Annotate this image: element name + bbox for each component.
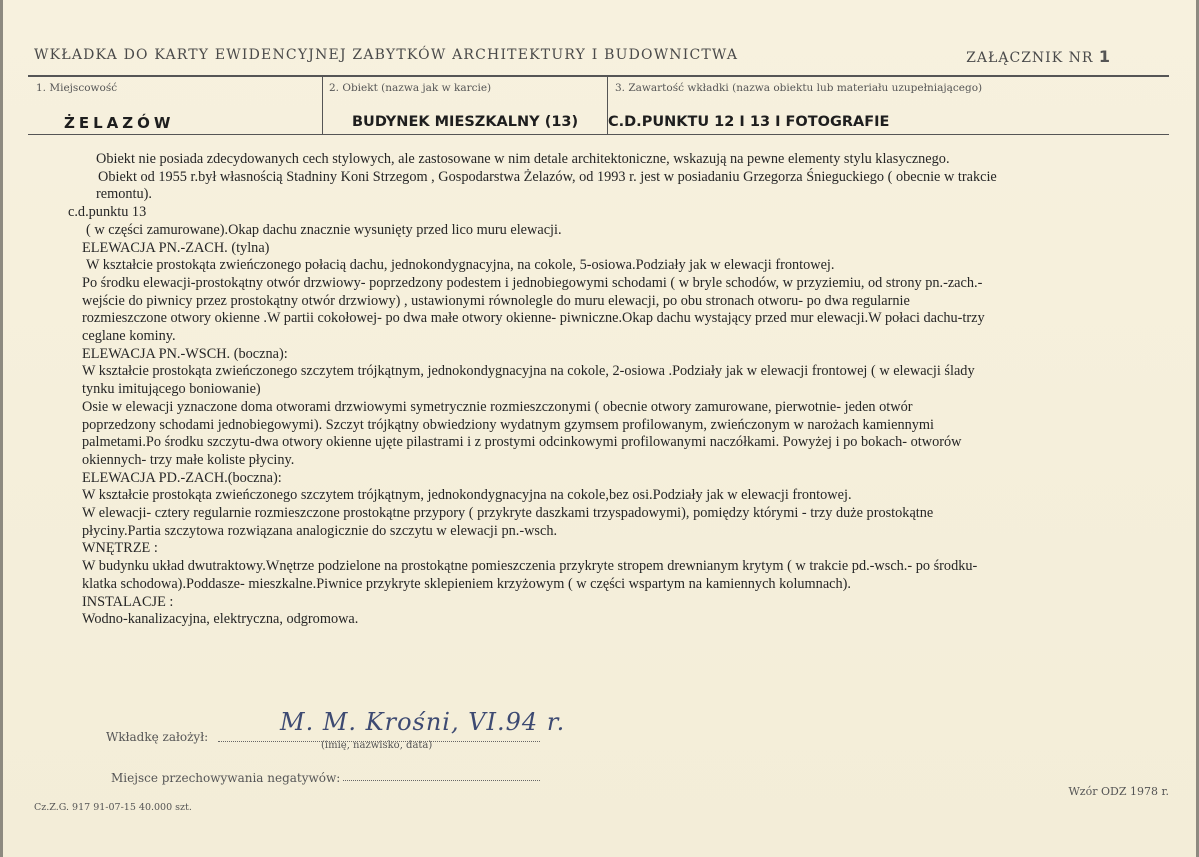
section-heading: WNĘTRZE : [82, 540, 158, 557]
description-text [68, 151, 1162, 629]
body-line: Wodno-kanalizacyjna, elektryczna, odgromowa. [82, 611, 359, 628]
body-line: Obiekt od 1955 r.był własnością Stadniny Koni Strzegom , Gospodarstwa Żelazów, od 1993 r. jest w posiadaniu Grzegorza Śnieguckiego ( obecnie w trakcie [98, 168, 997, 185]
body-line: palmetami.Po środku szczytu-dwa otwory okienne ujęte pilastrami i z prostymi odcinkowymi profilowanymi naczółkami. Powyżej i po bokach- otworów [82, 434, 962, 451]
body-line: poprzedzony schodami jednobiegowymi). Szczyt trójkątny obwiedziony wydatnym gzymsem profilowanym, zwieńczonym w narożach kamiennymi [82, 416, 935, 433]
body-line: remontu). [96, 186, 152, 203]
body-line: c.d.punktu 13 [68, 204, 147, 221]
print-code: Cz.Z.G. 917 91-07-15 40.000 szt. [34, 802, 192, 813]
body-line: Osie w elewacji yznaczone doma otworami drzwiowymi symetrycznie rozmieszczonymi ( obecnie otwory zamurowane, pierwotnie- jeden otwór [82, 398, 913, 415]
attachment-number-value: 1 [1098, 47, 1111, 66]
body-line: W kształcie prostokąta zwieńczonego połacią dachu, jednokondygnacyjna, na cokole, 5-osiowa.Podziały jak w elewacji frontowej. [86, 257, 835, 274]
section-heading: ELEWACJA PN.-WSCH. (boczna): [82, 345, 288, 362]
contents-label: 3. Zawartość wkładki (nazwa obiektu lub materiału uzupełniającego) [615, 82, 983, 94]
body-line: wejście do piwnicy przez prostokątny otwór drzwiowy) , ustawionymi równolegle do muru elewacji, po obu stronach otworu- po dwa regularnie [82, 292, 910, 309]
author-signature: M. M. Krośni, VI.94 r. [280, 708, 566, 736]
form-code: Wzór ODZ 1978 r. [1068, 785, 1169, 798]
section-heading: ELEWACJA PN.-ZACH. (tylna) [82, 239, 270, 256]
fields-bottom-rule [28, 134, 1169, 135]
body-line: W elewacji- cztery regularnie rozmieszczone prostokątne przypory ( przykryte daszkami trzyspadowymi), pomiędzy którymi - trzy duże prostokątne [82, 505, 934, 522]
document-title: WKŁADKA DO KARTY EWIDENCYJNEJ ZABYTKÓW ARCHITEKTURY I BUDOWNICTWA [34, 47, 739, 63]
section-heading: ELEWACJA PD.-ZACH.(boczna): [82, 469, 282, 486]
attachment-number [966, 47, 1111, 66]
body-line: ( w części zamurowane).Okap dachu znacznie wysunięty przed lico muru elewacji. [86, 221, 562, 238]
author-hint: (imię, nazwisko, data) [321, 740, 433, 751]
location-label: 1. Miejscowość [36, 82, 118, 94]
field-divider-1 [322, 76, 323, 135]
object-label: 2. Obiekt (nazwa jak w karcie) [329, 82, 492, 94]
negatives-dotted-line [343, 780, 540, 781]
body-line: W kształcie prostokąta zwieńczonego szczytem trójkątnym, jednokondygnacyjna na cokole, 2-osiowa .Podziały jak w elewacji frontowej ( w elewacji ślady [82, 363, 975, 380]
left-edge [0, 0, 3, 857]
body-line: W budynku układ dwutraktowy.Wnętrze podzielone na prostokątne pomieszczenia przykryte stropem drewnianym krytym ( w trakcie pd.-wsch.- po środku- [82, 558, 978, 575]
top-rule [28, 75, 1169, 77]
negatives-label: Miejsce przechowywania negatywów: [111, 771, 341, 785]
body-line: ceglane kominy. [82, 328, 176, 345]
body-line: tynku imitującego boniowanie) [82, 381, 261, 398]
body-line: klatka schodowa).Poddasze- mieszkalne.Piwnice przykryte sklepieniem krzyżowym ( w części wspartym na kamiennych kolumnach). [82, 575, 852, 592]
contents-value: C.D.PUNKTU 12 I 13 I FOTOGRAFIE [608, 114, 890, 130]
body-line: okiennych- trzy małe koliste płyciny. [82, 451, 295, 468]
object-value: BUDYNEK MIESZKALNY (13) [352, 114, 579, 130]
body-line: W kształcie prostokąta zwieńczonego szczytem trójkątnym, jednokondygnacyjna na cokole,bez osi.Podziały jak w elewacji frontowej. [82, 487, 852, 504]
body-line: Po środku elewacji-prostokątny otwór drzwiowy- poprzedzony podestem i jednobiegowymi schodami ( w bryle schodów, w przyziemiu, od strony pn.-zach.- [82, 274, 983, 291]
body-line: rozmieszczone otwory okienne .W partii cokołowej- po dwa małe otwory okienne- piwniczne.Okap dachu wystający przed mur elewacji.W połaci dachu-trzy [82, 310, 985, 327]
section-heading: INSTALACJE : [82, 593, 174, 610]
body-line: Obiekt nie posiada zdecydowanych cech stylowych, ale zastosowane w nim detale architektoniczne, wskazują na pewne elementy stylu klasycznego. [96, 151, 950, 167]
location-value: ŻELAZÓW [64, 114, 175, 132]
body-line: płyciny.Partia szczytowa rozwiązana analogicznie do szczytu w elewacji pn.-wsch. [82, 522, 558, 539]
author-label: Wkładkę założył: [106, 730, 209, 744]
attachment-label: ZAŁĄCZNIK NR [966, 50, 1094, 66]
